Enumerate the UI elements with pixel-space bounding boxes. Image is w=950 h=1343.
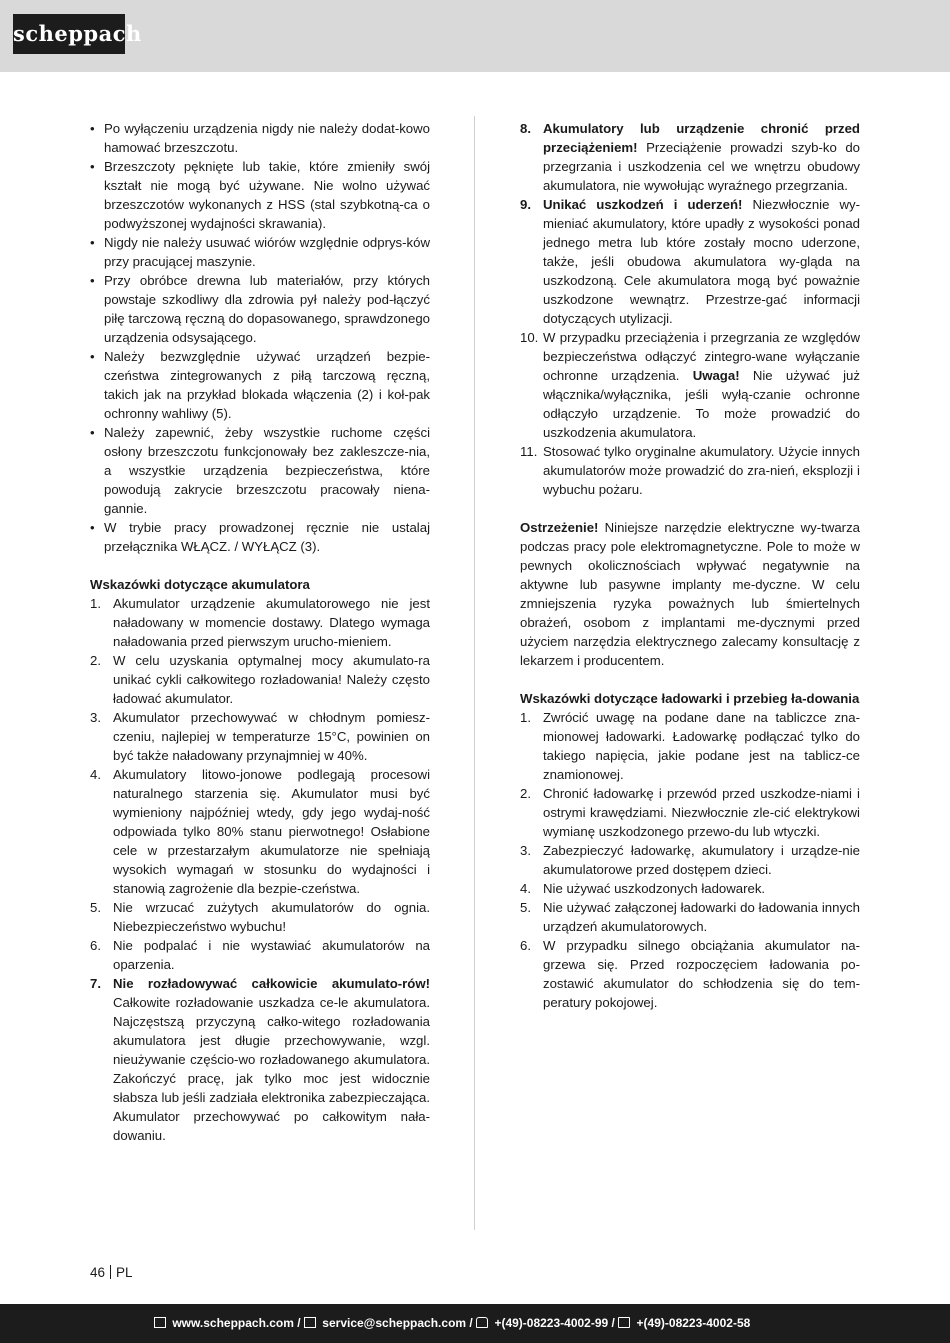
brand-logo: scheppach bbox=[13, 14, 125, 54]
page-number-separator bbox=[110, 1265, 111, 1279]
list-item: 3. Akumulator przechowywać w chłodnym pomiesz-czeniu, najlepiej w temperaturze 15°C, powinien on być także naładowany przynajmniej w 40%. bbox=[90, 710, 430, 763]
list-item: 5. Nie wrzucać zużytych akumulatorów do ognia. Niebezpieczeństwo wybuchu! bbox=[90, 900, 430, 934]
list-item: 7. Nie rozładowywać całkowicie akumulato-rów! Całkowite rozładowanie uszkadza ce-le akumulatora. Najczęstszą przyczyną całko-witego rozładowania akumulatora jest długie przechowywanie, wzgl. nieużywanie częścio-wo rozładowanego akumulatora. Zakończyć pracę, jak tylko moc jest widocznie słabsza lub jeśli zadziała elektronika zabezpieczająca. Akumulator przechowywać po całkowitym nała-dowaniu. bbox=[90, 976, 430, 1143]
computer-icon bbox=[154, 1317, 166, 1328]
bullet-item: • Nigdy nie należy usuwać wiórów względnie odprys-ków przy pracującej maszynie. bbox=[90, 233, 430, 271]
footer-bar bbox=[0, 1304, 950, 1343]
list-item: 4. Akumulatory litowo-jonowe podlegają procesowi naturalnego starzenia się. Akumulator musi być wymieniony najpóźniej wtedy, gdy jego wydaj-ność odpowiada tylko 80% stanu pierwotnego! Osłabione cele w przestarzałym akumulatorze nie spełniają wysokich wymagań w stosunku do wydajności i stanowią zagrożenie dla bezpie-czeństwa. bbox=[90, 767, 430, 896]
bullet-item: • Należy bezwzględnie używać urządzeń bezpie-czeństwa zintegrowanych z piłą tarczową ręczną, takich jak na przykład blokada włączenia (2) i koł-pak ochronny wahliwy (5). bbox=[90, 347, 430, 423]
battery-list-continued bbox=[520, 119, 860, 499]
list-item: 2. W celu uzyskania optymalnej mocy akumulato-ra unikać cykli całkowitego rozładowania! Należy często ładować akumulator. bbox=[90, 653, 430, 706]
list-item: 3. Zabezpieczyć ładowarkę, akumulatory i urządze-nie akumulatorowe przed dostępem dzieci. bbox=[520, 843, 860, 877]
list-item: 6. Nie podpalać i nie wystawiać akumulatorów na oparzenia. bbox=[90, 938, 430, 972]
warning-label: Ostrzeżenie! bbox=[520, 520, 599, 535]
list-item: 1. Zwrócić uwagę na podane dane na tabliczce zna-mionowej ładowarki. Ładowarkę podłączać tylko do takiego napięcia, jakie podane jest na tablicz-ce znamionowej. bbox=[520, 710, 860, 782]
battery-list bbox=[90, 594, 430, 1145]
left-column bbox=[90, 119, 430, 1145]
bullet-item: • Brzeszczoty pęknięte lub takie, które zmieniły swój kształt nie mogą być używane. Nie wolno używać brzeszczotów wykonanych z HSS (stal szybkotną-ca o podwyższonej wydajności skrawania). bbox=[90, 157, 430, 233]
header-band bbox=[0, 0, 950, 72]
bullet-item: • Przy obróbce drewna lub materiałów, przy których powstaje szkodliwy dla zdrowia pył należy pod-łączyć piłę tarczową ręczną do dopasowanego, sprawdzonego urządzenia odsysającego. bbox=[90, 271, 430, 347]
list-item: 6. W przypadku silnego obciążania akumulator na-grzewa się. Przed rozpoczęciem ładowania po-zostawić akumulator do schłodzenia się do tem-peratury pokojowej. bbox=[520, 938, 860, 1010]
footer-email[interactable]: service@scheppach.com / bbox=[322, 1316, 473, 1330]
list-item: 4. Nie używać uszkodzonych ładowarek. bbox=[520, 881, 766, 896]
charger-list bbox=[520, 708, 860, 1012]
footer-contacts bbox=[154, 1315, 750, 1331]
battery-heading: Wskazówki dotyczące akumulatora bbox=[90, 577, 310, 592]
charger-heading: Wskazówki dotyczące ładowarki i przebieg ła-dowania bbox=[520, 691, 860, 706]
phone-icon bbox=[476, 1317, 488, 1328]
email-icon bbox=[304, 1317, 316, 1328]
list-item: 11. Stosować tylko oryginalne akumulatory. Użycie innych akumulatorów może prowadzić do zra-nień, eksplozji i wybuchu pożaru. bbox=[520, 444, 860, 497]
column-divider bbox=[474, 116, 475, 1230]
bullet-item: • W trybie pracy prowadzonej ręcznie nie ustalaj przełącznika WŁĄCZ. / WYŁĄCZ (3). bbox=[90, 518, 430, 556]
right-column bbox=[520, 119, 860, 1012]
fax-icon bbox=[618, 1317, 630, 1328]
list-item: 9. Unikać uszkodzeń i uderzeń! Niezwłocznie wy-mieniać akumulatory, które upadły z wysokości ponad jednego metra lub które zostały mocno uderzone, także, jeśli obudowa akumulatora wy-gląda na uszkodzoną. Cele akumulatora mogą być poważnie uszkodzone wewnątrz. Przestrze-gać informacji dotyczących utylizacji. bbox=[520, 197, 860, 326]
list-item: 10. W przypadku przeciążenia i przegrzania ze względów bezpieczeństwa odłączyć zintegro-wane wyłączanie ochronne urządzenia. Uwaga! Nie używać już włącznika/wyłącznika, jeśli wyłą-czanie ochronne odłączyło urządzenie. To może prowadzić do uszkodzenia akumulatora. bbox=[520, 330, 860, 440]
footer-web[interactable]: www.scheppach.com / bbox=[172, 1316, 301, 1330]
bullet-item: • Po wyłączeniu urządzenia nigdy nie należy dodat-kowo hamować brzeszczotu. bbox=[90, 119, 430, 157]
footer-phone: +(49)-08223-4002-99 / bbox=[494, 1316, 615, 1330]
footer-fax: +(49)-08223-4002-58 bbox=[636, 1316, 751, 1330]
list-item: 1. Akumulator urządzenie akumulatorowego nie jest naładowany w momencie dostawy. Dlatego wymaga naładowania przed pierwszym urucho-mieniem. bbox=[90, 596, 430, 649]
safety-bullet-list bbox=[90, 119, 430, 556]
bullet-item: • Należy zapewnić, żeby wszystkie ruchome części osłony brzeszczotu funkcjonowały bez zakleszcze-nia, a wszystkie urządzenia bezpieczeństwa, które powodują zakrycie brzeszczotu pracowały niena-gannie. bbox=[90, 423, 430, 518]
emf-warning-paragraph: Ostrzeżenie! Niniejsze narzędzie elektryczne wy-twarza podczas pracy pole elektromagnetyczne. Pole to może w pewnych okolicznościach wpływać negatywnie na aktywne lub pasywne implanty me-dyczne. W celu zmniejszenia ryzyka poważnych lub śmiertelnych obrażeń, osobom z implantami me-dycznymi przed użyciem narzędzia elektrycznego zalecamy konsultację z lekarzem i producentem. bbox=[520, 520, 860, 668]
list-item: 2. Chronić ładowarkę i przewód przed uszkodze-niami i ostrymi krawędziami. Niezwłocznie zle-cić elektrykowi wymianę uszkodzonego przewo-du lub wtyczki. bbox=[520, 786, 860, 839]
page-number: 46 PL bbox=[90, 1265, 133, 1280]
list-item: 8. Akumulatory lub urządzenie chronić przed przeciążeniem! Przeciążenie prowadzi szyb-ko do przegrzania i uszkodzenia cel we wnętrzu obudowy akumulatora, nie wywołując wyraźnego przegrzania. bbox=[520, 121, 860, 193]
list-item: 5. Nie używać załączonej ładowarki do ładowania innych urządzeń akumulatorowych. bbox=[520, 900, 860, 934]
